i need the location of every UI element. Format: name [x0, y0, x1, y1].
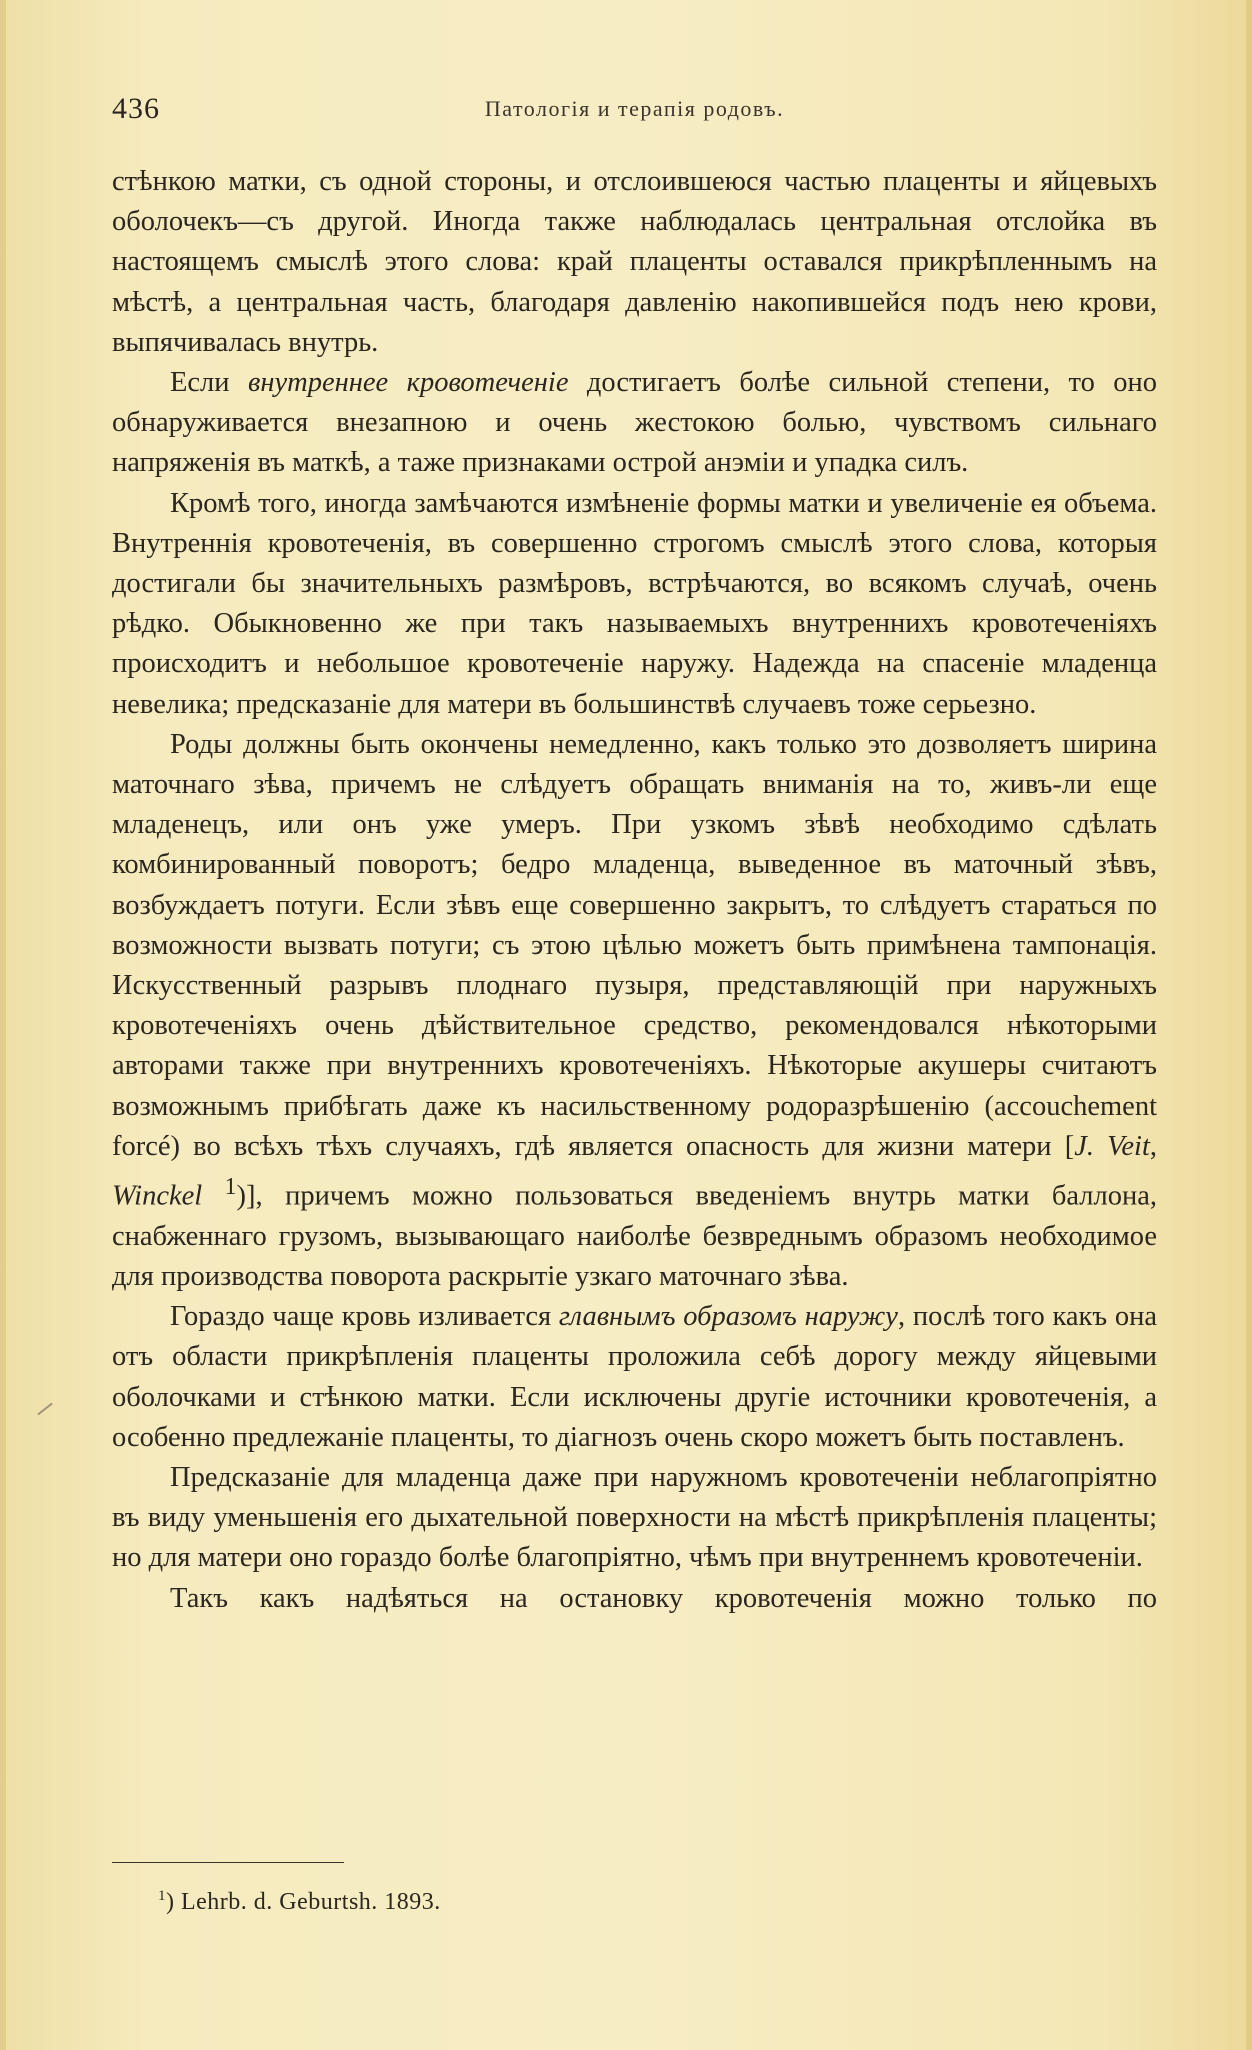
paragraph-text: Роды должны быть окончены немедленно, какъ только это дозволяетъ ширина маточнаго зѣва, причемъ не слѣдуетъ обращать вниманія на то, живъ-ли еще младенецъ, или онъ уже умеръ. При узкомъ зѣвѣ необходимо сдѣлать комбинированный поворотъ; бедро младенца, выведенное въ маточный зѣвъ, возбуждаетъ потуги. Если зѣвъ еще совершенно закрытъ, то слѣдуетъ стараться по возможности вызвать потуги; съ этою цѣлью можетъ быть примѣнена тампонація. Искусственный разрывъ плоднаго пузыря, представляющій при наружныхъ кровотеченіяхъ очень дѣйствительное средство, рекомендовался нѣкоторыми авторами также при внутреннихъ кровотеченіяхъ. Нѣкоторые акушеры считаютъ возможнымъ прибѣгать даже къ насильственному родоразрѣшенію (accouchement forcé) во всѣхъ тѣхъ случаяхъ, гдѣ является опасность для жизни матери [: [112, 728, 1157, 1162]
page-header: [112, 92, 1157, 132]
emphasis-text: внутреннее кровотеченіе: [247, 367, 569, 399]
paragraph-text: Такъ какъ надѣяться на остановку кровотеченія можно только по: [170, 1582, 1157, 1614]
footnote-text: ) Lehrb. d. Geburtsh. 1893.: [166, 1889, 441, 1915]
running-title: Патологія и терапія родовъ.: [484, 96, 785, 121]
page-number: 436: [112, 92, 160, 125]
paragraph-text: , послѣ того какъ она отъ области прикрѣпленія плаценты проложила себѣ дорогу между яйцевыми оболочками и стѣнкою матки. Если исключены другіе источники кровотеченія, а особенно предлежаніе плаценты, то діагнозъ очень скоро можетъ быть поставленъ.: [112, 1301, 1157, 1453]
author-citation: J. Veit: [1074, 1130, 1150, 1162]
author-citation: Winckel: [112, 1180, 203, 1212]
paragraph-continuation: [112, 162, 1157, 363]
footnote-marker: 1: [158, 1888, 166, 1904]
paragraph-text: )], причемъ можно пользоваться введеніемъ внутрь матки баллона, снабженнаго грузомъ, вызывающаго наиболѣе безвреднымъ образомъ необходимое для производства поворота раскрытіе узкаго маточнаго зѣва.: [112, 1180, 1157, 1292]
paragraph-text: достигаетъ болѣе сильной степени, то оно обнаруживается внезапною и очень жестокою болью, чувствомъ сильнаго напряженія въ маткѣ, а таже признаками острой анэміи и упадка силъ.: [112, 367, 1157, 479]
paragraph-delivery: [112, 725, 1157, 1297]
page-edge-right: [1246, 0, 1252, 2050]
paragraph-text: Гораздо чаще кровь изливается: [170, 1301, 559, 1333]
paragraph-text: Кромѣ того, иногда замѣчаются измѣненіе формы матки и увеличеніе ея объема. Внутреннія кровотеченія, въ совершенно строгомъ смыслѣ этого слова, которыя достигали бы значительныхъ размѣровъ, встрѣчаются, во всякомъ случаѣ, очень рѣдко. Обыкновенно же при такъ называемыхъ внутреннихъ кровотеченіяхъ происходитъ и небольшое кровотеченіе наружу. Надежда на спасеніе младенца невелика; предсказаніе для матери въ большинствѣ случаевъ тоже серьезно.: [112, 487, 1157, 720]
paragraph-internal-bleeding: [112, 363, 1157, 484]
footnote-divider: [112, 1862, 344, 1863]
stray-pencil-mark: [37, 1403, 52, 1416]
footnote-reference: 1: [224, 1174, 237, 1201]
page-edge-left: [0, 0, 6, 2050]
body-text: [112, 162, 1157, 1619]
footnote: [158, 1888, 441, 1916]
paragraph-external-bleeding: [112, 1297, 1157, 1458]
paragraph-prognosis: [112, 1458, 1157, 1579]
paragraph-text: Если: [170, 367, 248, 399]
emphasis-text: главнымъ образомъ наружу: [558, 1301, 898, 1333]
paragraph-uterus-changes: [112, 484, 1157, 725]
paragraph-text: Предсказаніе для младенца даже при наружномъ кровотеченіи неблагопріятно въ виду уменьшенія его дыхательной поверхности на мѣстѣ прикрѣпленія плаценты; но для матери оно гораздо болѣе благопріятно, чѣмъ при внутреннемъ кровотеченіи.: [112, 1462, 1157, 1574]
citation-separator: ,: [1149, 1130, 1158, 1162]
paragraph-final: [112, 1579, 1157, 1619]
paragraph-text: стѣнкою матки, съ одной стороны, и отслоившеюся частью плаценты и яйцевыхъ оболочекъ—съ другой. Иногда также наблюдалась центральная отслойка въ настоящемъ смыслѣ этого слова: край плаценты оставался прикрѣпленнымъ на мѣстѣ, а центральная часть, благодаря давленію накопившейся подъ нею крови, выпячивалась внутрь.: [112, 166, 1157, 358]
